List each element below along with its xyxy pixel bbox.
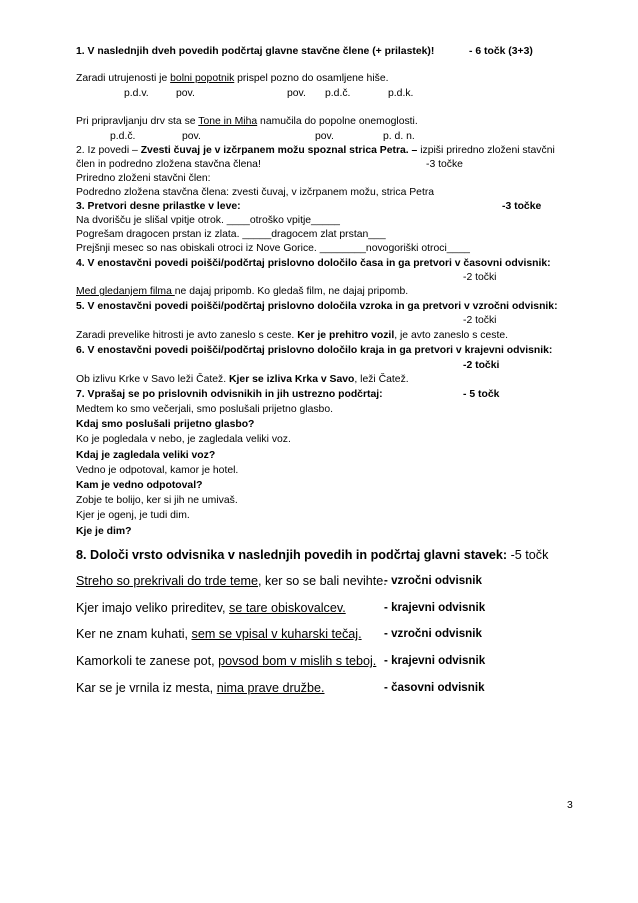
label: pov. [315,131,334,142]
task4-answer [76,285,408,298]
label: pov. [182,131,201,142]
task7-sentence: Medtem ko smo večerjali, smo poslušali prijetno glasbo. [76,404,333,415]
task3-line: Na dvorišču je slišal vpitje otrok. ____otroško vpitje_____ [76,215,340,226]
task4-title: 4. V enostavčni povedi poišči/podčrtaj prislovno določilo časa in ga pretvori v časovni odvisnik: [76,258,551,269]
task7-sentence: Ko je pogledala v nebo, je zagledala veliki voz. [76,434,291,446]
task3-line: Prejšnji mesec so nas obiskali otroci iz Nove Gorice. ________novogoriški otroci____ [76,243,470,254]
task8-answer: - krajevni odvisnik [384,654,486,668]
task8-title-text: 8. Določi vrsto odvisnika v naslednjih povedih in podčrtaj glavni stavek: [76,548,508,562]
text: Zaradi prevelike hitrosti je avto zaneslo s ceste. [76,330,298,341]
task5-title: 5. V enostavčni povedi poišči/podčrtaj prislovno določila vzroka in ga pretvori v vzročni odvisnik: [76,301,558,312]
label: pov. [287,88,306,99]
text: Zaradi utrujenosti je [76,73,171,84]
text: Kamorkoli te zanese pot, [76,654,219,669]
task2-line4: Podredno zložena stavčna člena: zvesti čuvaj, v izčrpanem možu, strica Petra [76,187,435,198]
text: 2. Iz povedi – [76,145,141,156]
underlined-main-clause: Streho so prekrivali do trde teme [76,574,258,588]
underlined-subject: bolni popotnik [170,73,235,84]
text: Ker ne znam kuhati, [76,627,192,642]
task1-sentence1 [76,72,389,85]
task7-question: Kdaj je zagledala veliki voz? [76,449,216,461]
task1-title: 1. V naslednjih dveh povedih podčrtaj glavne stavčne člene (+ prilastek)! [76,46,435,57]
underlined-main-clause: sem se vpisal v kuharski tečaj. [191,627,362,642]
task7-sentence: Kjer je ogenj, je tudi dim. [76,510,190,522]
task8-sentence [76,626,362,642]
label: p.d.v. [124,88,149,99]
task8-sentence [76,653,376,669]
task1-points: - 6 točk (3+3) [469,46,533,57]
label: p.d.č. [325,88,351,99]
page-number: 3 [567,800,573,811]
task3-points: -3 točke [502,201,542,212]
bold-clause: Kjer se izliva Krka v Savo [229,374,355,385]
task7-sentence: Vedno je odpotoval, kamor je hotel. [76,464,239,476]
task6-title: 6. V enostavčni povedi poišči/podčrtaj prislovno določilo kraja in ga pretvori v krajevni odvisnik: [76,345,553,356]
underlined-subject: Tone in Miha [198,116,258,127]
text: Kjer imajo veliko prireditev, [76,600,230,615]
label: p.d.č. [110,131,136,142]
text: namučila do popolne onemoglosti. [257,116,418,127]
task7-question: Kam je vedno odpotoval? [76,480,203,491]
underlined-main-clause: povsod bom v mislih s teboj. [218,654,377,669]
task8-answer: - krajevni odvisnik [384,600,486,614]
text: Ob izlivu Krke v Savo leži Čatež. [76,374,230,385]
underlined-main-clause: nima prave družbe. [216,680,325,695]
task2-points: -3 točke [426,159,463,170]
text: Pri pripravljanju drv sta se [76,116,199,127]
task8-sentence [76,600,346,616]
task1-sentence2 [76,115,418,128]
task6-points: -2 točki [463,360,500,371]
text: , ker so se bali nevihte. [258,574,387,588]
text: , leži Čatež. [354,374,409,385]
text: ne dajaj pripomb. Ko gledaš film, ne dajaj pripomb. [174,286,409,297]
bold-clause: Ker je prehitro vozil [297,330,395,341]
label: p. d. n. [383,131,415,142]
task7-points: - 5 točk [463,389,500,400]
task3-line: Pogrešam dragocen prstan iz zlata. _____dragocem zlat prstan___ [76,229,386,240]
task8-answer: - vzročni odvisnik [384,574,482,587]
task8-sentence [76,573,387,589]
task4-points: -2 točki [463,272,497,283]
task6-answer [76,373,409,386]
label: pov. [176,88,195,99]
task5-answer [76,329,508,342]
task3-title: 3. Pretvori desne prilastke v leve: [76,201,241,212]
label: p.d.k. [388,88,414,99]
task7-title: 7. Vprašaj se po prislovnih odvisnikih in jih ustrezno podčrtaj: [76,389,383,400]
text: Kar se je vrnila iz mesta, [76,680,217,695]
task2-line2: člen in podredno zložena stavčna člena! [76,159,261,170]
task2-sentence: Zvesti čuvaj je v izčrpanem možu spoznal strica Petra. – [140,145,418,156]
underlined-main-clause: se tare obiskovalcev. [229,600,346,615]
task8-answer: - časovni odvisnik [384,680,485,694]
text: , je avto zaneslo s ceste. [394,330,508,341]
task8-title [76,547,548,563]
task8-points: -5 točk [507,548,549,562]
task2-line3: Priredno zloženi stavčni člen: [76,173,211,184]
task7-sentence: Zobje te bolijo, ker si jih ne umivaš. [76,495,238,507]
task7-question: Kdaj smo poslušali prijetno glasbo? [76,419,255,431]
task8-answer: - vzročni odvisnik [384,627,482,641]
text: prispel pozno do osamljene hiše. [234,73,389,84]
task7-question: Kje je dim? [76,525,132,537]
task2-line1 [76,144,555,157]
task5-points: -2 točki [463,315,497,326]
underlined-phrase: Med gledanjem filma [76,286,175,297]
task8-sentence [76,680,325,696]
text: izpiši priredno zloženi stavčni [417,145,555,156]
